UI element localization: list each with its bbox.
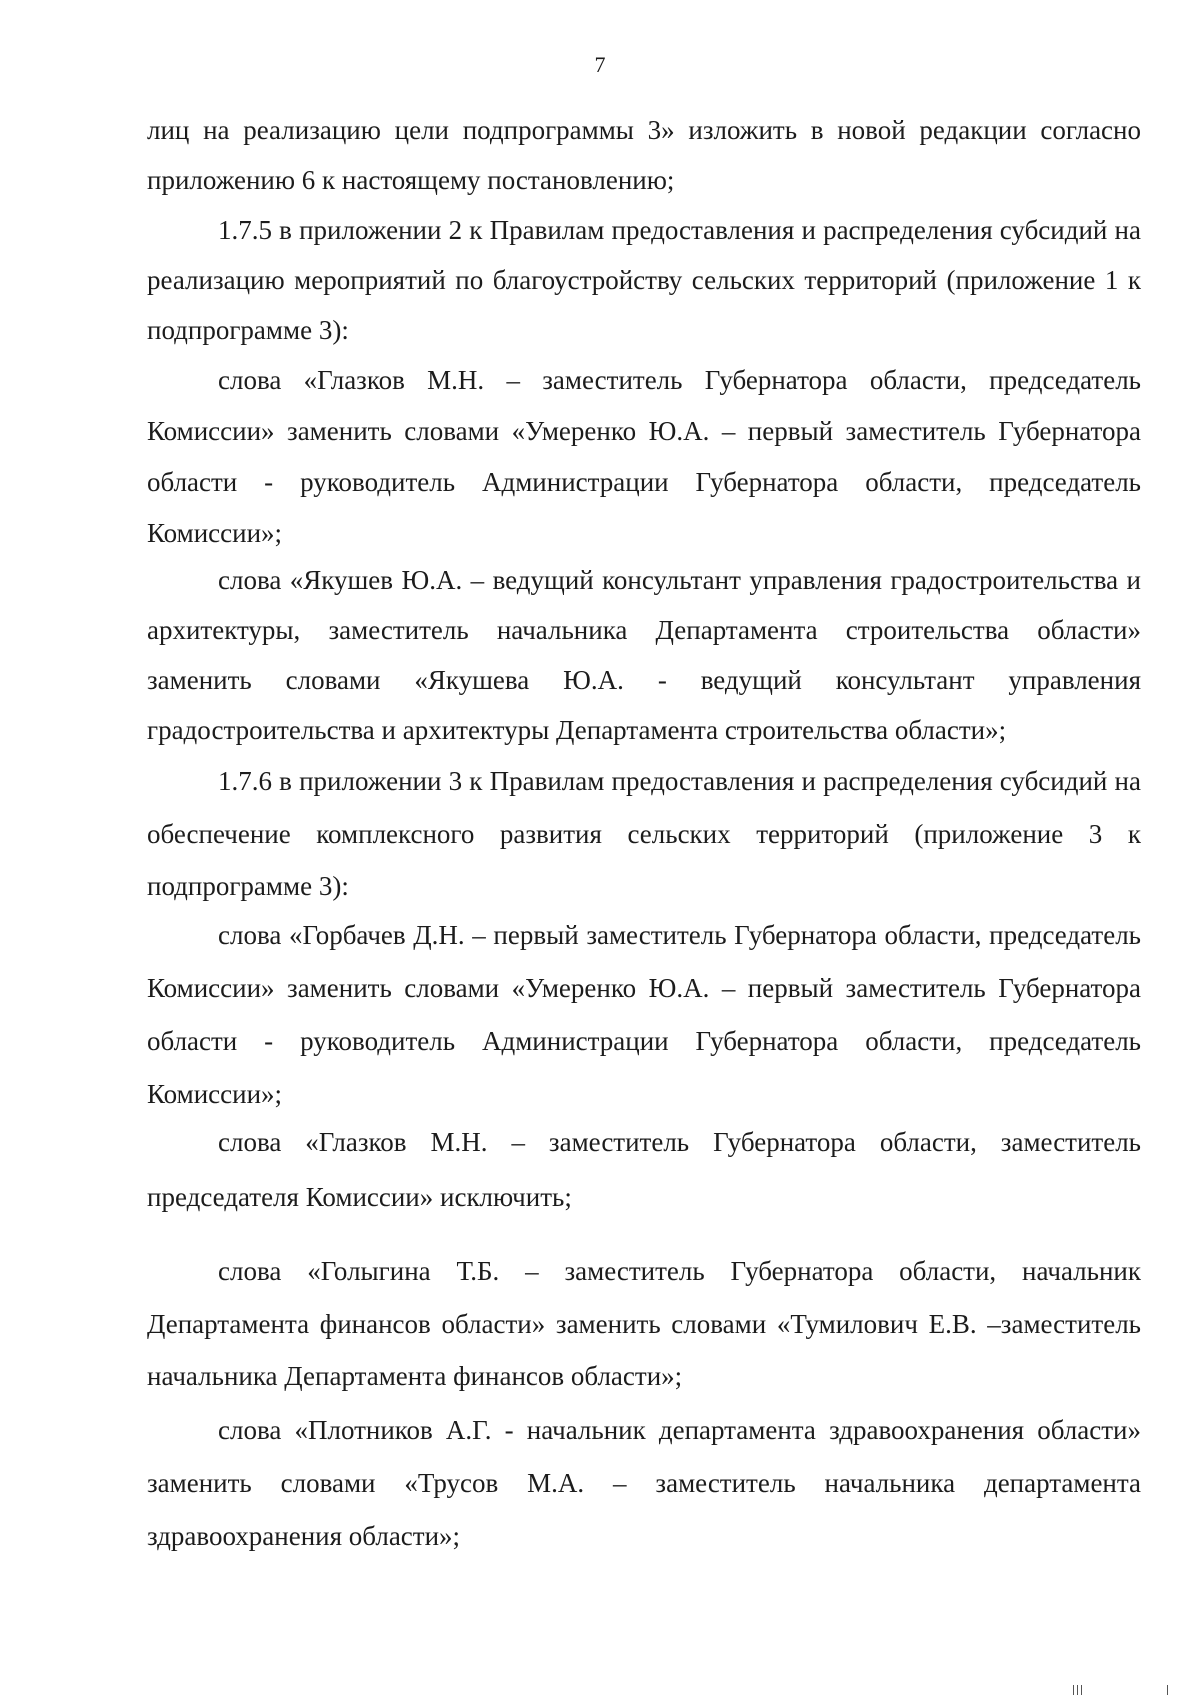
paragraph-replace-golygina: слова «Голыгина Т.Б. – заместитель Губернатора области, начальник Департамента финансов области» заменить словами «Тумилович Е.В. –заместитель начальника Департамента финансов области»; xyxy=(147,1256,1141,1391)
paragraph-exclude-glazkov: слова «Глазков М.Н. – заместитель Губернатора области, заместитель председателя Комиссии» исключить; xyxy=(147,1127,1141,1212)
scan-mark xyxy=(1073,1685,1074,1695)
paragraph-replace-glazkov: слова «Глазков М.Н. – заместитель Губернатора области, председатель Комиссии» заменить словами «Умеренко Ю.А. – первый заместитель Губернатора области - руководитель Администрации Губернатора области, председатель Комиссии»; xyxy=(147,365,1141,548)
paragraph-replace-plotnikov: слова «Плотников А.Г. - начальник департамента здравоохранения области» заменить словами «Трусов М.А. – заместитель начальника департамента здравоохранения области»; xyxy=(147,1415,1141,1551)
paragraph-replace-gorbachev: слова «Горбачев Д.Н. – первый заместитель Губернатора области, председатель Комиссии» заменить словами «Умеренко Ю.А. – первый заместитель Губернатора области - руководитель Администрации Губернатора области, председатель Комиссии»; xyxy=(147,920,1141,1109)
paragraph-continuation: лиц на реализацию цели подпрограммы 3» изложить в новой редакции согласно приложению 6 к настоящему постановлению; xyxy=(147,115,1141,195)
paragraph-item-1-7-5: 1.7.5 в приложении 2 к Правилам предоставления и распределения субсидий на реализацию мероприятий по благоустройству сельских территорий (приложение 1 к подпрограмме 3): xyxy=(147,215,1141,345)
scan-mark xyxy=(1081,1685,1082,1695)
paragraph-replace-yakushev: слова «Якушев Ю.А. – ведущий консультант управления градостроительства и архитектуры, заместитель начальника Департамента строительства области» заменить словами «Якушева Ю.А. - ведущий консультант управления градостроительства и архитектуры Департамента строительства области»; xyxy=(147,565,1141,745)
page-number: 7 xyxy=(594,52,606,77)
scan-mark xyxy=(1077,1685,1078,1695)
paragraph-item-1-7-6: 1.7.6 в приложении 3 к Правилам предоставления и распределения субсидий на обеспечение комплексного развития сельских территорий (приложение 3 к подпрограмме 3): xyxy=(147,766,1141,901)
scan-mark xyxy=(1167,1685,1168,1695)
